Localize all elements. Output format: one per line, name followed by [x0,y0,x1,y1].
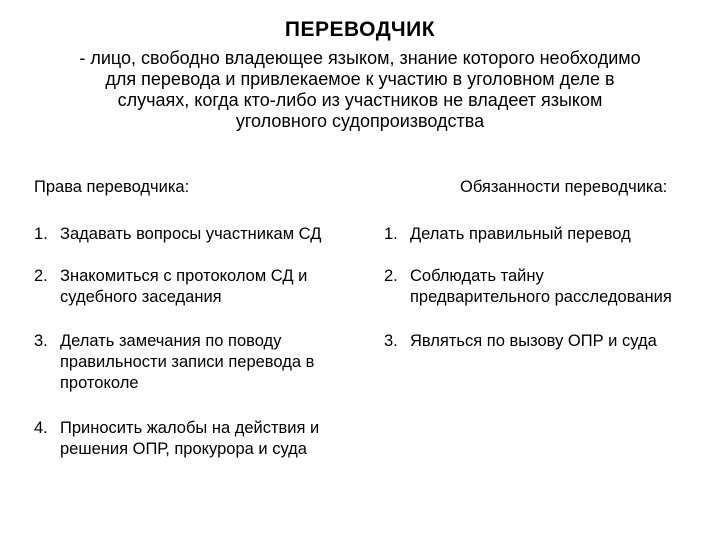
rights-item-4 [34,418,319,460]
item-number: 3. [384,332,398,350]
item-number: 1. [34,225,48,243]
item-text: протоколе [60,374,139,392]
item-text: правильности записи перевода в [60,353,315,371]
definition-text [20,48,700,132]
item-number: 1. [384,225,398,243]
item-text: решения ОПР, прокурора и суда [60,440,307,458]
duties-item-3 [384,331,657,352]
definition-line: для перевода и привлекаемое к участию в уголовном деле в [105,69,615,89]
item-text: Задавать вопросы участникам СД [60,225,322,243]
item-text: Знакомиться с протоколом СД и [60,267,308,285]
item-text: Делать замечания по поводу [60,332,282,350]
duties-heading: Обязанности переводчика: [460,178,668,196]
rights-item-3 [34,331,314,394]
duties-item-2 [384,266,672,308]
duties-item-1 [384,224,631,245]
page-title: ПЕРЕВОДЧИК [284,18,436,41]
item-text: Соблюдать тайну [410,267,544,285]
item-text: Делать правильный перевод [410,225,631,243]
item-text: Приносить жалобы на действия и [60,419,320,437]
rights-item-2 [34,266,307,308]
definition-line: уголовного судопроизводства [235,111,485,131]
item-text: Являться по вызову ОПР и суда [410,332,657,350]
rights-heading: Права переводчика: [34,178,190,196]
item-number: 2. [384,267,398,285]
item-text: предварительного расследования [410,288,672,306]
item-number: 3. [34,332,48,350]
definition-line: - лицо, свободно владеющее языком, знание которого необходимо [79,48,641,68]
item-number: 4. [34,419,48,437]
item-text: судебного заседания [60,288,222,306]
rights-item-1 [34,224,321,245]
item-number: 2. [34,267,48,285]
definition-line: случаях, когда кто-либо из участников не владеет языком [117,90,603,110]
